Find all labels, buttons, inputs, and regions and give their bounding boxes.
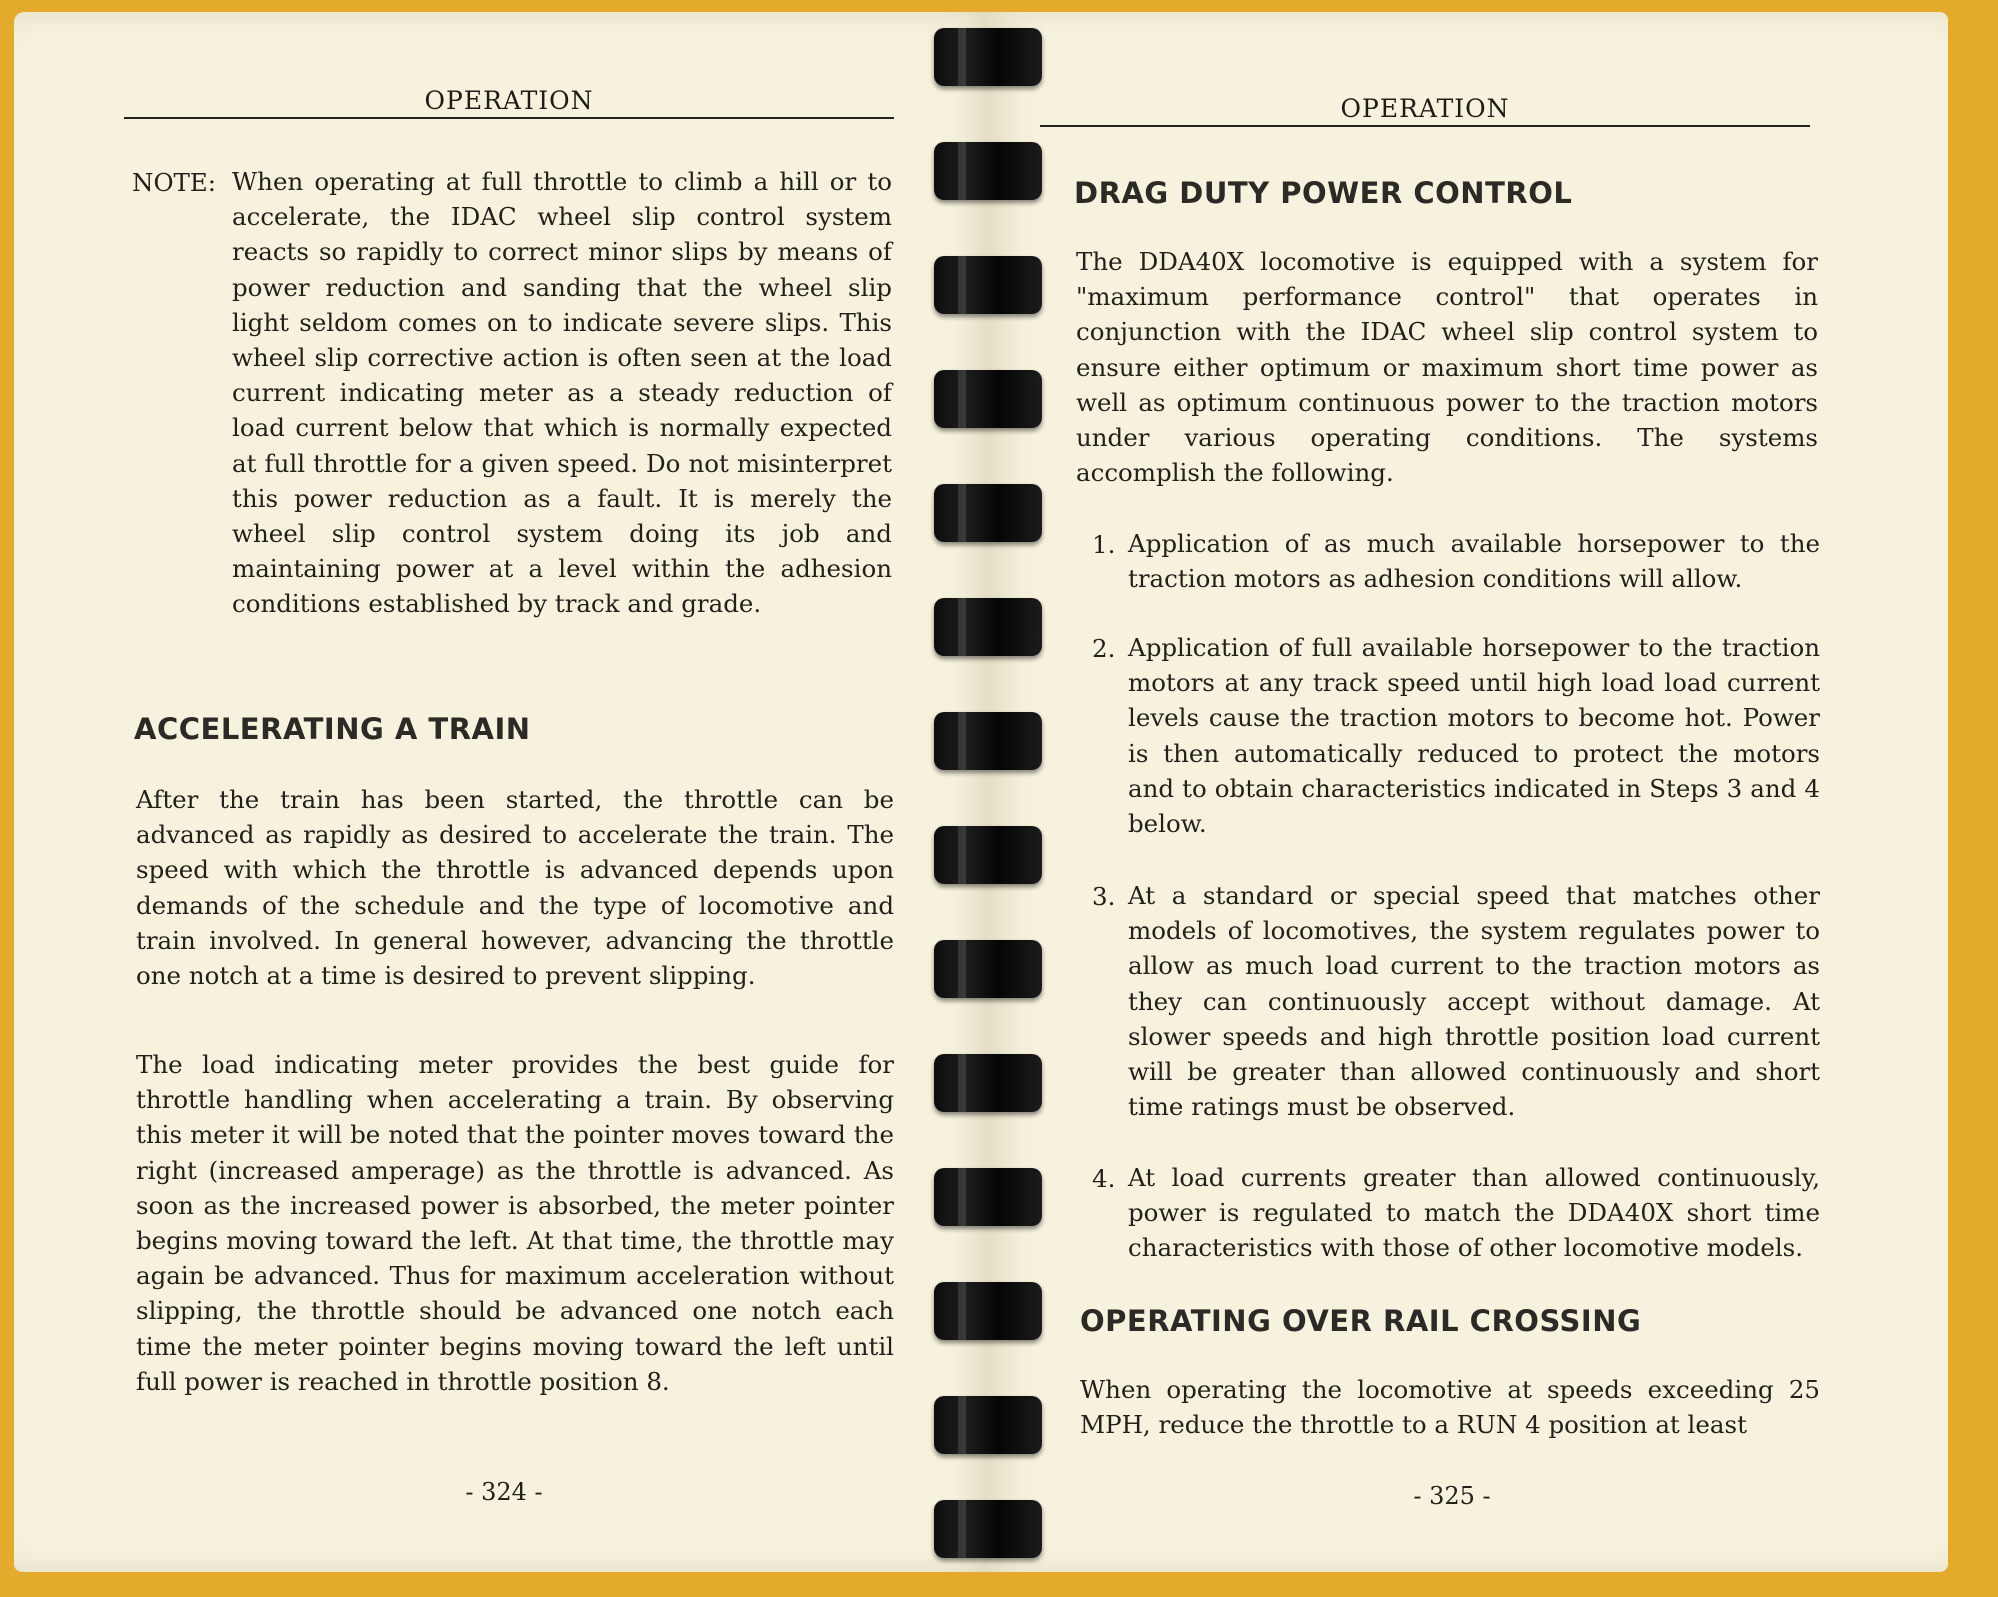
binding-coil [934,370,1042,428]
section-heading: DRAG DUTY POWER CONTROL [1074,176,1573,210]
list-item-number: 2. [1092,634,1116,663]
page-number: - 324 - [465,1478,543,1506]
binding-coil [934,28,1042,86]
list-item: At load currents greater than allowed continuously, power is regulated to match the DDA40X short time characteristics with those of other locomotive models. [1128,1163,1820,1263]
list-item-number: 3. [1092,882,1116,911]
list-item: Application of as much available horsepower to the traction motors as adhesion conditions will allow. [1128,529,1820,594]
left-page [14,12,994,1572]
section-heading: OPERATING OVER RAIL CROSSING [1080,1304,1642,1338]
binding-coil [934,1500,1042,1558]
binding-coil [934,598,1042,656]
intro-paragraph: The DDA40X locomotive is equipped with a system for "maximum performance control" that operates in conjunction with the IDAC wheel slip control system to ensure either optimum or maximum short time power as well as optimum continuous power to the traction motors under various operating conditions. The systems accomplish the following. [1076,247,1818,488]
list-item: At a standard or special speed that matches other models of locomotives, the system regulates power to allow as much load current to the traction motors as they can continuously accept without damage. At slower speeds and high throttle position load current will be greater than allowed continuously and short time ratings must be observed. [1128,881,1820,1122]
note-label: NOTE: [132,168,217,197]
running-head: OPERATION [124,86,894,119]
note-text: When operating at full throttle to climb a hill or to accelerate, the IDAC wheel slip control system reacts so rapidly to correct minor slips by means of power reduction and sanding that the wheel slip light seldom comes on to indicate severe slips. This wheel slip corrective action is often seen at the load current indicating meter as a steady reduction of load current below that which is normally expected at full throttle for a given speed. Do not misinterpret this power reduction as a fault. It is merely the wheel slip control system doing its job and maintaining power at a level within the adhesion conditions established by track and grade. [232,167,892,619]
section-heading: ACCELERATING A TRAIN [134,712,531,746]
binding-coil [934,1396,1042,1454]
paragraph: The load indicating meter provides the best guide for throttle handling when accelerating a train. By observing this meter it will be noted that the pointer moves toward the right (increased amperage) as the throttle is advanced. As soon as the increased power is absorbed, the meter pointer begins moving toward the left. At that time, the throttle may again be advanced. Thus for maximum acceleration without slipping, the throttle should be advanced one notch each time the meter pointer begins moving toward the left until full power is reached in throttle position 8. [136,1050,894,1396]
closing-paragraph: When operating the locomotive at speeds exceeding 25 MPH, reduce the throttle to a RUN 4 position at least [1080,1375,1820,1440]
right-page [988,12,1948,1572]
page-number: - 325 - [1413,1482,1491,1510]
list-item-number: 1. [1092,530,1116,559]
binding-coil [934,712,1042,770]
binding-coil [934,940,1042,998]
list-item: Application of full available horsepower to the traction motors at any track speed until high load load current levels cause the traction motors to become hot. Power is then automatically reduced to protect the motors and to obtain characteristics indicated in Steps 3 and 4 below. [1128,633,1820,839]
binding-coil [934,1168,1042,1226]
binding-coil [934,142,1042,200]
paragraph: After the train has been started, the throttle can be advanced as rapidly as desired to accelerate the train. The speed with which the throttle is advanced depends upon demands of the schedule and the type of locomotive and train involved. In general however, advancing the throttle one notch at a time is desired to prevent slipping. [136,785,894,991]
binding-coil [934,1054,1042,1112]
binding-coil [934,826,1042,884]
binding-coil [934,484,1042,542]
running-head: OPERATION [1040,94,1810,127]
binding-coil [934,1282,1042,1340]
binding-coil [934,256,1042,314]
list-item-number: 4. [1092,1164,1116,1193]
